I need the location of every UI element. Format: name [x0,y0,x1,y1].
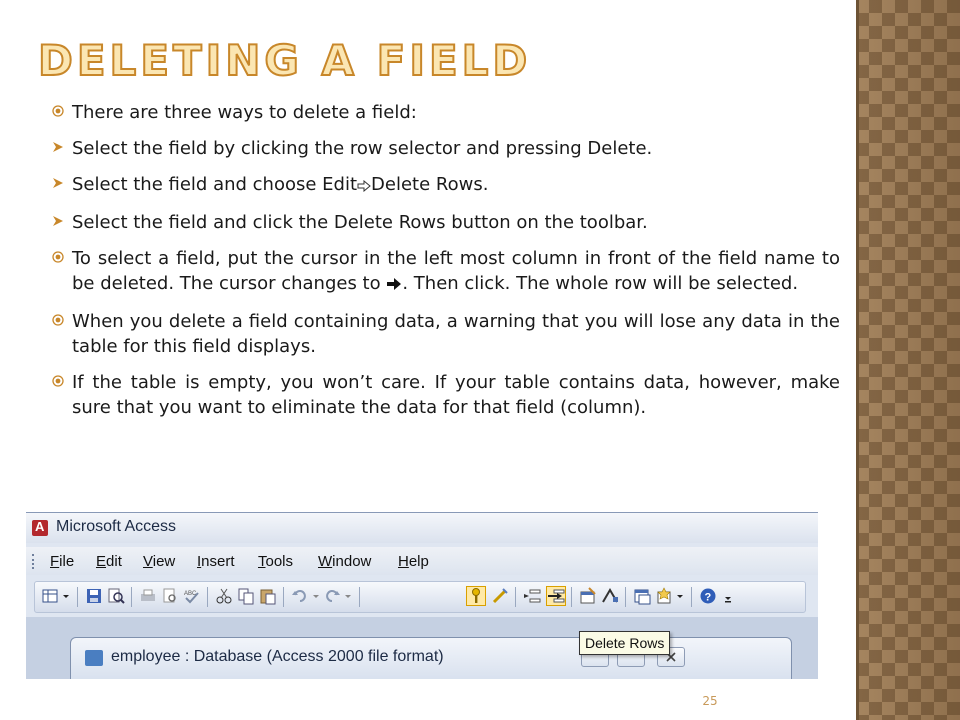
bullet-item: To select a field, put the cursor in the left most column in front of the field name to be deleted. The cursor changes to . Then click. The whole row will be selected. [52,246,840,298]
view-icon[interactable] [41,587,59,605]
undo-icon[interactable] [291,587,309,605]
toolbar [34,581,806,613]
hollow-right-arrow-icon [357,174,371,199]
cut-icon[interactable] [215,587,233,605]
toolbar-separator [571,587,572,607]
delete-rows-tooltip: Delete Rows [579,631,670,655]
redo-dropdown-icon[interactable] [343,587,353,605]
undo-dropdown-icon[interactable] [311,587,321,605]
bullet-item: Select the field by clicking the row selector and pressing Delete. [52,136,840,161]
new-object-dropdown-icon[interactable] [675,587,685,605]
delete-rows-icon[interactable] [547,587,565,605]
builder-icon[interactable] [491,587,509,605]
menu-grip-icon [32,554,37,569]
print-preview-icon[interactable] [161,587,179,605]
redo-icon[interactable] [323,587,341,605]
help-icon[interactable] [699,587,717,605]
database-window [70,637,792,679]
database-window-icon[interactable] [633,587,651,605]
save-icon[interactable] [85,587,103,605]
circle-bullet-icon [52,251,64,263]
bullet-list [52,100,840,431]
menu-insert[interactable]: Insert [197,553,235,570]
arrowhead-bullet-icon [52,177,64,189]
decorative-border [856,0,960,720]
toolbar-separator [77,587,78,607]
bullet-item: There are three ways to delete a field: [52,100,840,125]
app-titlebar [26,513,818,543]
toolbar-separator [691,587,692,607]
indexes-icon[interactable] [601,587,619,605]
database-icon [85,650,103,666]
toolbar-separator [625,587,626,607]
menu-tools[interactable]: Tools [258,553,294,570]
toolbar-separator [515,587,516,607]
paste-icon[interactable] [259,587,277,605]
toolbar-separator [283,587,284,607]
bullet-item: When you delete a field containing data, a warning that you will lose any data in the table for this field displays. [52,309,840,359]
access-app-icon [32,520,48,536]
spelling-icon[interactable] [183,587,201,605]
copy-icon[interactable] [237,587,255,605]
new-object-icon[interactable] [655,587,673,605]
bullet-item: Select the field and choose Edit Delete Rows. [52,172,840,199]
circle-bullet-icon [52,105,64,117]
print-icon[interactable] [139,587,157,605]
menu-file[interactable]: File [50,553,75,570]
app-title: Microsoft Access [56,518,177,535]
bullet-item: If the table is empty, you won’t care. If your table contains data, however, make sure that you want to eliminate the data for that field (column). [52,370,840,420]
svg-text:ABC: ABC [184,591,197,597]
slide-title: DELETING A FIELD [38,36,532,85]
menu-edit[interactable]: Edit [96,553,122,570]
menu-view[interactable]: View [143,553,176,570]
page-number: 25 [702,694,718,708]
menu-bar [26,547,818,575]
menu-window[interactable]: Window [318,553,372,570]
menu-help[interactable]: Help [398,553,429,570]
search-icon[interactable] [107,587,125,605]
toolbar-separator [131,587,132,607]
svg-text:?: ? [704,591,712,604]
bullet-item: Select the field and click the Delete Rows button on the toolbar. [52,210,840,235]
circle-bullet-icon [52,314,64,326]
bold-right-arrow-icon [386,273,402,298]
toolbar-separator [359,587,360,607]
primary-key-icon[interactable] [467,587,485,605]
insert-rows-icon[interactable] [523,587,541,605]
view-dropdown-icon[interactable] [61,587,71,605]
toolbar-options-icon[interactable] [723,587,733,605]
arrowhead-bullet-icon [52,215,64,227]
access-screenshot [26,512,818,679]
properties-icon[interactable] [579,587,597,605]
toolbar-separator [207,587,208,607]
arrowhead-bullet-icon [52,141,64,153]
database-window-title: employee : Database (Access 2000 file format) [111,648,444,665]
circle-bullet-icon [52,375,64,387]
